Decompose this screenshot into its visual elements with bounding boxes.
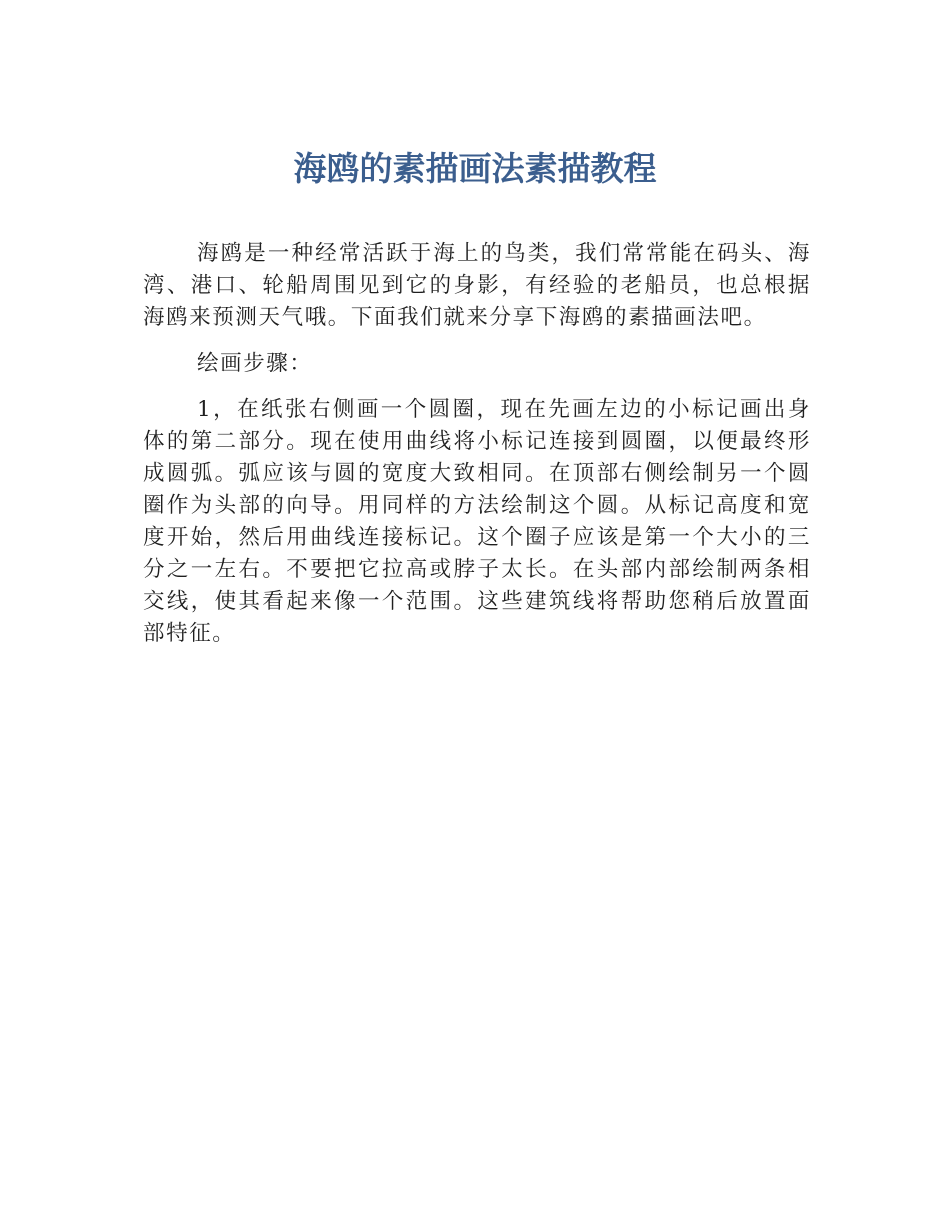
intro-paragraph: 海鸥是一种经常活跃于海上的鸟类，我们常常能在码头、海湾、港口、轮船周围见到它的身影，有经验的老船员，也总根据海鸥来预测天气哦。下面我们就来分享下海鸥的素描画法吧。 <box>143 241 811 330</box>
step-1-paragraph: 1，在纸张右侧画一个圆圈，现在先画左边的小标记画出身体的第二部分。现在使用曲线将小标记连接到圆圈，以便最终形成圆弧。弧应该与圆的宽度大致相同。在顶部右侧绘制另一个圆圈作为头部的向导。用同样的方法绘制这个圆。从标记高度和宽度开始，然后用曲线连接标记。这个圈子应该是第一个大小的三分之一左右。不要把它拉高或脖子太长。在头部内部绘制两条相交线，使其看起来像一个范围。这些建筑线将帮助您稍后放置面部特征。 <box>143 397 811 646</box>
document-title: 海鸥的素描画法素描教程 <box>293 149 657 188</box>
document-body <box>143 238 811 664</box>
steps-heading: 绘画步骤： <box>197 351 313 376</box>
